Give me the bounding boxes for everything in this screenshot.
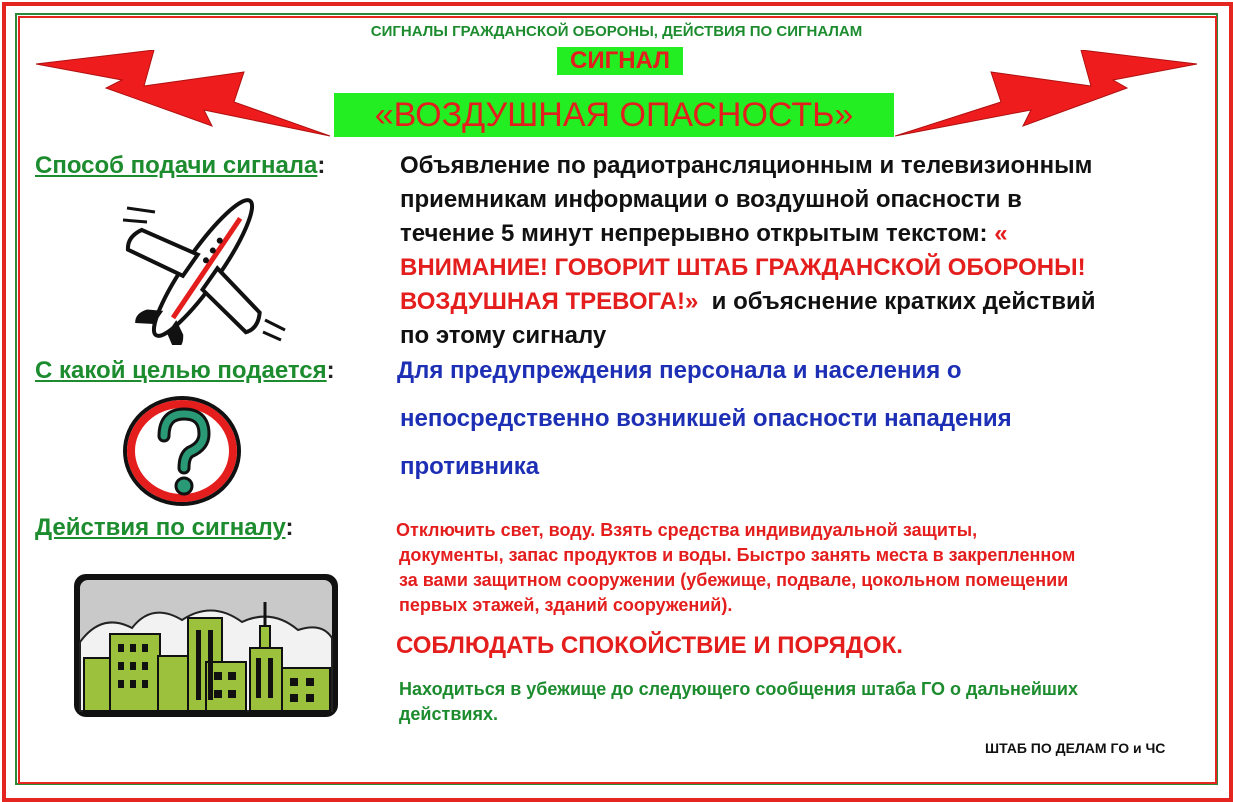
method-line-3: течение 5 минут непрерывно открытым текстом: «: [400, 220, 1008, 247]
signal-word: СИГНАЛ: [557, 47, 683, 75]
actions-line-1: Отключить свет, воду. Взять средства индивидуальной защиты,: [396, 520, 978, 540]
method-line-2: приемникам информации о воздушной опасности в: [400, 186, 1022, 213]
actions-text: [396, 518, 1075, 618]
shelter-line-2: действиях.: [399, 704, 498, 724]
calm-notice: СОБЛЮДАТЬ СПОКОЙСТВИЕ И ПОРЯДОК.: [396, 632, 903, 659]
alert-line-1: ВНИМАНИЕ! ГОВОРИТ ШТАБ ГРАЖДАНСКОЙ ОБОРОНЫ!: [400, 254, 1086, 281]
purpose-line-2: непосредственно возникшей опасности нападения: [400, 405, 1012, 432]
poster-supertitle: СИГНАЛЫ ГРАЖДАНСКОЙ ОБОРОНЫ, ДЕЙСТВИЯ ПО СИГНАЛАМ: [370, 23, 863, 40]
method-line-last: по этому сигналу: [400, 322, 607, 349]
lightning-bolt-right-icon: [895, 50, 1200, 140]
shelter-line-1: Находиться в убежище до следующего сообщения штаба ГО о дальнейших: [399, 679, 1078, 699]
city-skyline-icon: [72, 572, 340, 719]
signal-name: «ВОЗДУШНАЯ ОПАСНОСТЬ»: [334, 93, 894, 137]
footer-signature: ШТАБ ПО ДЕЛАМ ГО и ЧС: [985, 740, 1166, 756]
actions-line-4: первых этажей, зданий сооружений).: [399, 595, 733, 615]
actions-line-2: документы, запас продуктов и воды. Быстро занять места в закрепленном: [399, 545, 1076, 565]
actions-line-3: за вами защитном сооружении (убежище, подвале, цокольном помещении: [399, 570, 1069, 590]
method-heading: Способ подачи сигнала:: [35, 152, 326, 179]
lightning-bolt-left-icon: [36, 50, 336, 140]
purpose-line-1: Для предупреждения персонала и населения о: [397, 357, 962, 384]
alert-line-2: ВОЗДУШНАЯ ТРЕВОГА!» и объяснение кратких действий: [400, 288, 1096, 315]
method-line-1: Объявление по радиотрансляционным и телевизионным: [400, 152, 1093, 179]
method-text: [400, 149, 1095, 353]
purpose-heading: С какой целью подается:: [35, 357, 335, 384]
actions-heading: Действия по сигналу:: [35, 514, 294, 541]
question-mark-icon: [120, 392, 245, 510]
shelter-text: [399, 677, 1078, 727]
purpose-line-3: противника: [400, 453, 540, 480]
airplane-icon: [115, 190, 290, 345]
